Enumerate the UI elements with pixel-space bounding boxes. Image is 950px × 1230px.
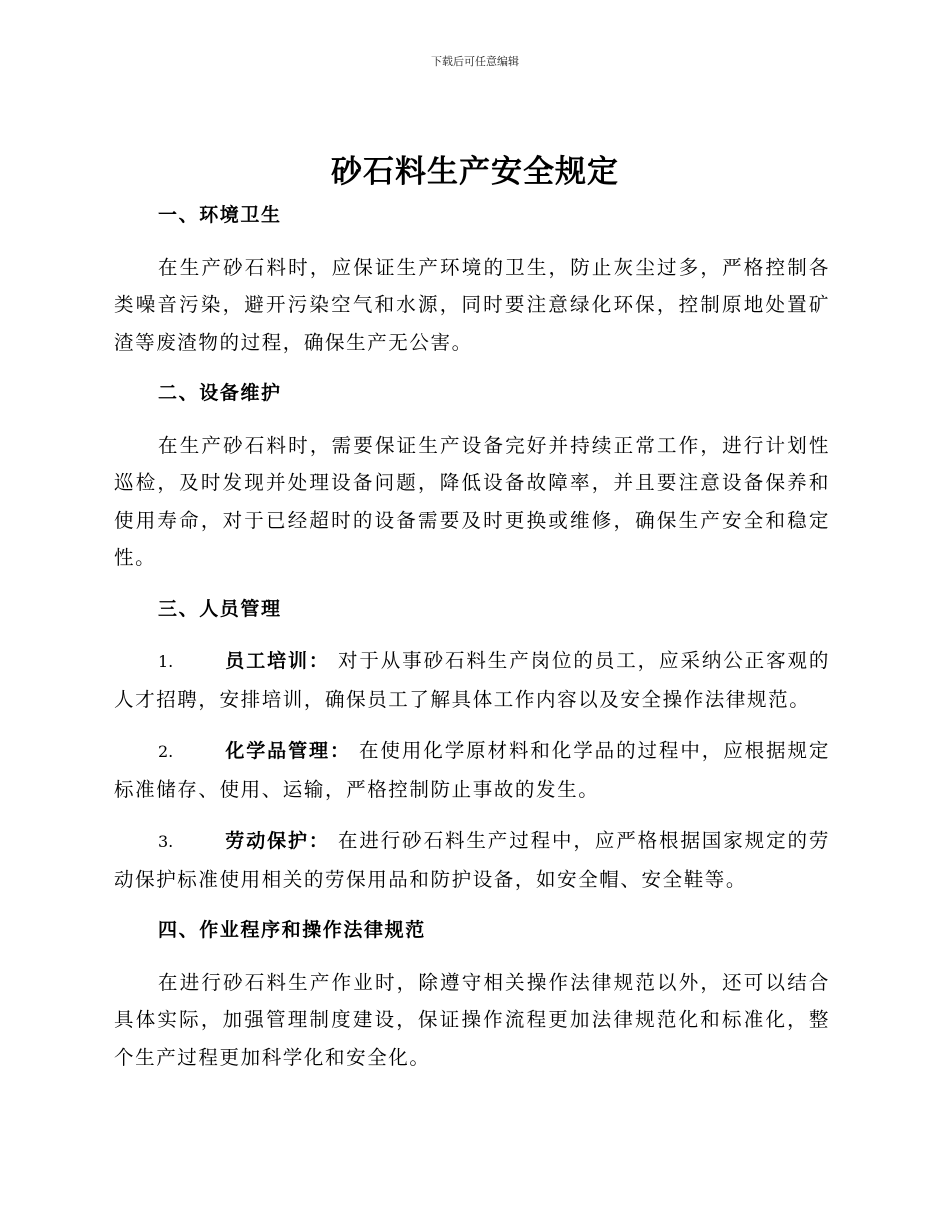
list-term: 员工培训： xyxy=(225,650,330,672)
section-heading-personnel: 三、人员管理 xyxy=(158,597,282,620)
section-paragraph-procedures: 在进行砂石料生产作业时，除遵守相关操作法律规范以外，还可以结合具体实际，加强管理制度建设，保证操作流程更加法律规范化和标准化，整个生产过程更加科学化和安全化。 xyxy=(114,970,830,1069)
header-note: 下载后可任意编辑 xyxy=(431,55,519,68)
list-number: 3. xyxy=(158,832,174,851)
section-paragraph-equipment: 在生产砂石料时，需要保证生产设备完好并持续正常工作，进行计划性巡检，及时发现并处理设备问题，降低设备故障率，并且要注意设备保养和使用寿命，对于已经超时的设备需要及时更换或维修，确保生产安全和稳定性。 xyxy=(114,433,830,569)
document-title: 砂石料生产安全规定 xyxy=(331,154,619,190)
list-number: 1. xyxy=(158,652,174,671)
list-item-staff-training xyxy=(114,642,830,718)
list-text: 在使用化学原材料和化学品的过程中，应根据规定标准储存、使用、运输，严格控制防止事故的发生。 xyxy=(114,739,830,801)
list-item-chemical-management xyxy=(114,732,830,808)
section-paragraph-environment: 在生产砂石料时，应保证生产环境的卫生，防止灰尘过多，严格控制各类噪音污染，避开污染空气和水源，同时要注意绿化环保，控制原地处置矿渣等废渣物的过程，确保生产无公害。 xyxy=(114,255,830,354)
list-number: 2. xyxy=(158,742,174,761)
list-text: 对于从事砂石料生产岗位的员工，应采纳公正客观的人才招聘，安排培训，确保员工了解具体工作内容以及安全操作法律规范。 xyxy=(114,649,830,711)
section-heading-procedures: 四、作业程序和操作法律规范 xyxy=(158,919,426,941)
document-body xyxy=(114,197,830,1076)
list-term: 劳动保护： xyxy=(225,830,330,852)
list-text: 在进行砂石料生产过程中，应严格根据国家规定的劳动保护标准使用相关的劳保用品和防护设备，如安全帽、安全鞋等。 xyxy=(114,829,830,891)
list-term: 化学品管理： xyxy=(225,740,351,762)
section-heading-environment: 一、环境卫生 xyxy=(158,204,282,226)
section-heading-equipment: 二、设备维护 xyxy=(158,382,282,404)
list-item-labor-protection xyxy=(114,822,830,898)
